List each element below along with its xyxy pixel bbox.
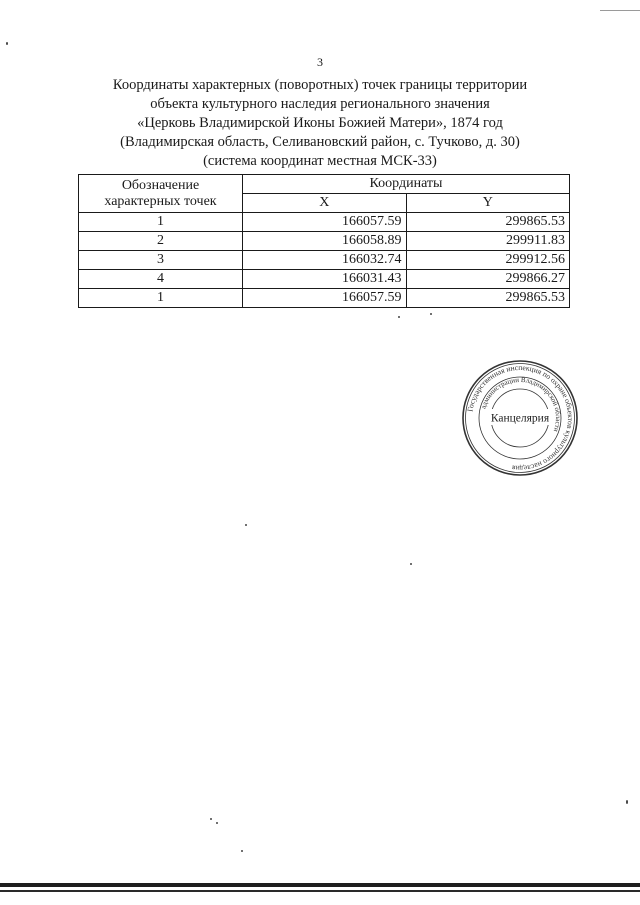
- scan-speck: [398, 316, 400, 318]
- scan-edge-bottom: [0, 883, 640, 887]
- cell-point: 3: [79, 251, 243, 270]
- page-number: 3: [317, 55, 323, 69]
- scan-speck: [210, 818, 212, 820]
- title-line: «Церковь Владимирской Иконы Божией Матери», 1874 год: [137, 115, 503, 131]
- header-y: Y: [406, 194, 570, 213]
- cell-y: 299865.53: [406, 213, 570, 232]
- scan-speck: [216, 822, 218, 824]
- scan-speck: [410, 563, 412, 565]
- table-row: [79, 251, 570, 270]
- cell-x: 166032.74: [243, 251, 407, 270]
- table-row: [79, 232, 570, 251]
- document-title: [60, 76, 580, 171]
- cell-y: 299912.56: [406, 251, 570, 270]
- scan-speck: [626, 800, 628, 804]
- cell-y: 299866.27: [406, 270, 570, 289]
- table-row: [79, 270, 570, 289]
- header-point-designation: Обозначение характерных точек: [79, 175, 243, 213]
- cell-x: 166057.59: [243, 289, 407, 308]
- header-x: X: [243, 194, 407, 213]
- cell-y: 299911.83: [406, 232, 570, 251]
- title-line: (система координат местная МСК-33): [203, 153, 437, 169]
- cell-x: 166031.43: [243, 270, 407, 289]
- scan-speck: [241, 850, 243, 852]
- table-row: [79, 213, 570, 232]
- title-line: (Владимирская область, Селивановский район, с. Тучково, д. 30): [120, 134, 520, 150]
- table-row: [79, 289, 570, 308]
- official-seal: [460, 358, 580, 478]
- title-line: объекта культурного наследия регионального значения: [150, 96, 490, 112]
- cell-point: 4: [79, 270, 243, 289]
- scan-edge-bottom-line: [0, 890, 640, 892]
- cell-point: 2: [79, 232, 243, 251]
- coordinates-table: [78, 174, 570, 308]
- header-coordinates: Координаты: [243, 175, 570, 194]
- table-header-row: [79, 175, 570, 194]
- scan-speck: [245, 524, 247, 526]
- seal-outer-text: Государственная инспекция по охране объектов культурного наследия: [465, 362, 576, 474]
- seal-center-text: Канцелярия: [490, 412, 550, 425]
- cell-point: 1: [79, 213, 243, 232]
- scan-speck: [430, 313, 432, 315]
- cell-point: 1: [79, 289, 243, 308]
- seal-inner-text: администрации Владимирской области: [479, 375, 563, 433]
- cell-x: 166058.89: [243, 232, 407, 251]
- scan-speck: [6, 42, 8, 45]
- cell-y: 299865.53: [406, 289, 570, 308]
- scan-edge-top: [600, 10, 640, 11]
- title-line: Координаты характерных (поворотных) точек границы территории: [112, 77, 528, 93]
- cell-x: 166057.59: [243, 213, 407, 232]
